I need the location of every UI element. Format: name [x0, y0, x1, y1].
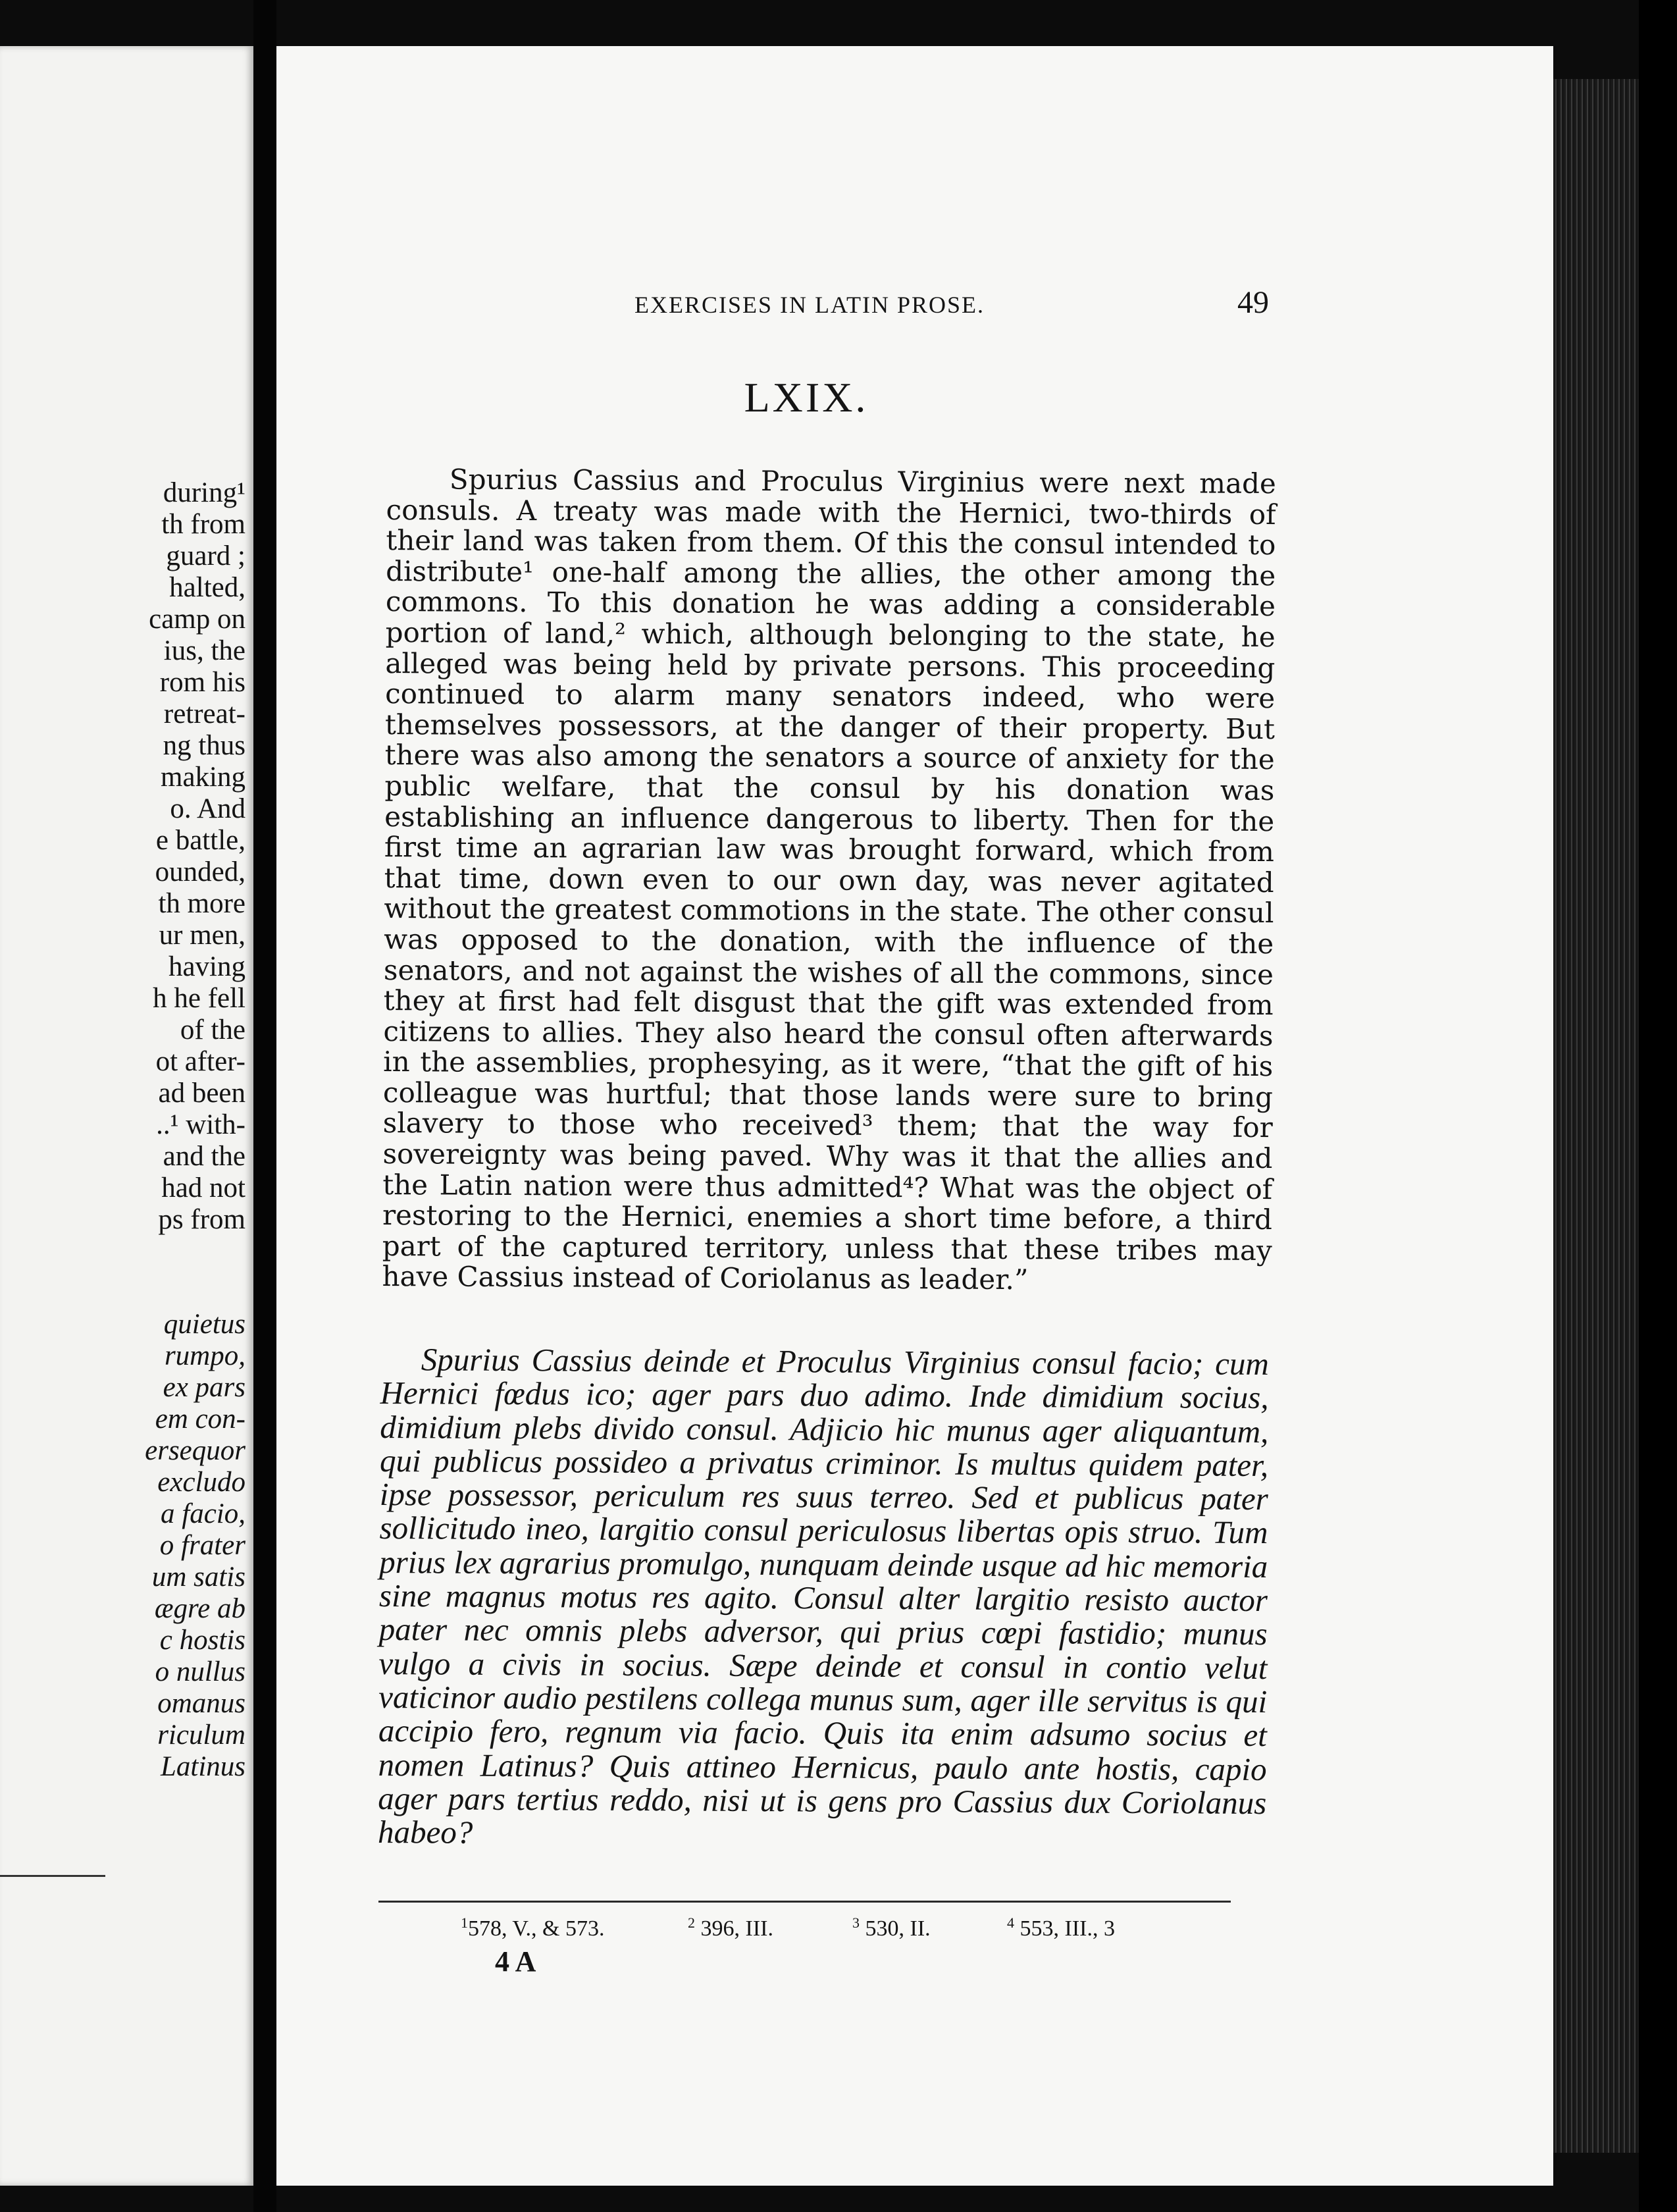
footnotes [461, 1914, 1185, 1947]
previous-page-latin-line: ægre ab [154, 1593, 245, 1624]
previous-page-latin-line: um satis [151, 1562, 245, 1593]
previous-page-latin-line: o frater [159, 1530, 245, 1561]
previous-page-line: during¹ [163, 477, 245, 508]
previous-page-latin-line: em con- [155, 1404, 245, 1435]
exercise-number: LXIX. [744, 374, 869, 421]
previous-page-latin-line: excludo [157, 1467, 245, 1498]
previous-page-latin-line: ersequor [145, 1435, 245, 1466]
previous-page-latin-line: a facio, [161, 1498, 245, 1529]
previous-page-line: halted, [169, 572, 245, 603]
previous-page-latin-line: o nullus [155, 1656, 245, 1687]
previous-page-line: making [161, 762, 245, 793]
previous-page-latin-line: c hostis [159, 1625, 245, 1656]
previous-page-fragment [0, 46, 253, 2186]
previous-page-line: o. And [170, 793, 245, 824]
previous-page-english-fragment [149, 477, 245, 1236]
previous-page-line: e battle, [155, 825, 245, 856]
previous-page-line: and the [163, 1141, 245, 1172]
previous-page-line: having [168, 951, 245, 982]
previous-page-line: had not [161, 1172, 245, 1203]
previous-page-line: camp on [149, 604, 245, 635]
previous-page-line: of the [180, 1014, 245, 1045]
previous-page-line: guard ; [166, 540, 245, 571]
english-passage: Spurius Cassius and Proculus Virginius were next made consuls. A treaty was made with the Hernici, two-thirds of their land was taken from them. Of this the consul intended to distribute¹ one-half among the allies, the other among the commons. To this donation he was adding a considerable portion of land,² which, although belonging to the state, he alleged was being held by private persons. This proceeding continued to alarm many senators indeed, who were themselves possessors, at the danger of their property. But there was also among the senators a source of anxiety for the public welfare, that the consul by his donation was establishing an influence dangerous to liberty. Then for the first time an agrarian law was brought forward, which from that time, down even to our own day, was never agitated without the greatest commotions in the state. The other consul was opposed to the donation, with the influence of the senators, and not against the wishes of all the commons, since they at first had felt disgust that the gift was extended from citizens to allies. They also heard the consul often afterwards in the assemblies, prophesying, as it were, “that the gift of his colleague was hurtful; that those lands were sure to bring slavery to those who received³ them; that the way for sovereignty was being paved. Why was it that the allies and the Latin nation were thus admitted⁴? What was the object of restoring to the Hernici, enemies a short time before, a third part of the captured territory, unless that these tribes may have Cassius instead of Coriolanus as leader.” [382, 463, 1276, 1296]
previous-page-line: retreat- [163, 698, 245, 729]
previous-page-line: ps from [158, 1204, 245, 1235]
footnote-1: $^1$578, V., & 573. [461, 1914, 605, 1941]
signature-mark: 4 A [495, 1945, 536, 1978]
page-number: 49 [1237, 285, 1269, 320]
previous-page-latin-line: rumpo, [164, 1340, 245, 1371]
book-gutter [253, 0, 276, 2212]
previous-page-latin-fragment [145, 1309, 245, 1783]
running-title: EXERCISES IN LATIN PROSE. [634, 292, 985, 318]
previous-page-line: ur men, [159, 920, 245, 951]
page-stack-edge [1553, 79, 1639, 2153]
previous-page-line: th from [161, 509, 245, 540]
previous-page-line: th more [158, 888, 245, 919]
previous-page-footnote-rule [0, 1875, 105, 1877]
footnote-2: $^2$ 396, III. [688, 1914, 773, 1941]
previous-page-line: rom his [159, 667, 245, 698]
previous-page-latin-line: ex pars [163, 1372, 245, 1403]
previous-page-line: ot after- [155, 1046, 245, 1077]
previous-page-line: ounded, [155, 856, 245, 887]
footnote-4: $^4$ 553, III., 3 [1007, 1914, 1115, 1941]
previous-page-latin-line: Latinus [160, 1751, 245, 1782]
previous-page-latin-line: quietus [163, 1309, 245, 1340]
previous-page-line: h he fell [153, 983, 245, 1014]
previous-page-line: ..¹ with- [156, 1109, 245, 1140]
previous-page-latin-line: omanus [157, 1688, 245, 1719]
previous-page-latin-line: riculum [157, 1720, 245, 1751]
footnote-3: $^3$ 530, II. [852, 1914, 931, 1941]
previous-page-line: ius, the [163, 635, 245, 666]
footnote-rule [378, 1901, 1231, 1903]
previous-page-line: ad been [158, 1078, 245, 1109]
previous-page-line: ng thus [163, 730, 245, 761]
page-edge-shadow [1639, 0, 1677, 2212]
latin-passage: Spurius Cassius deinde et Proculus Virginius consul facio; cum Hernici fœdus ico; ager pars duo adimo. Inde dimidium socius, dimidium plebs divido consul. Adjicio hic munus ager aliquantum, qui publicus possideo a privatus criminor. Is multus quidem pater, ipse possessor, periculum res suus terreo. Sed et publicus pater sollicitudo ineo, largitio consul periculosus libertas opis struo. Tum prius lex agrarius promulgo, nunquam deinde usque ad hic memoria sine magnus motus res agito. Consul alter largitio resisto auctor pater nec omnis plebs adversor, qui prius cœpi fastidio; munus vulgo a civis in socius. Sæpe deinde et consul in contio velut vaticinor audio pestilens collega munus sum, ager ille servitus is qui accipio fero, regnum via facio. Quis ita enim adsumo socius et nomen Latinus? Quis attineo Hernicus, paulo ante hostis, capio ager pars tertius reddo, nisi ut is gens pro Cassius dux Coriolanus habeo? [377, 1341, 1269, 1851]
